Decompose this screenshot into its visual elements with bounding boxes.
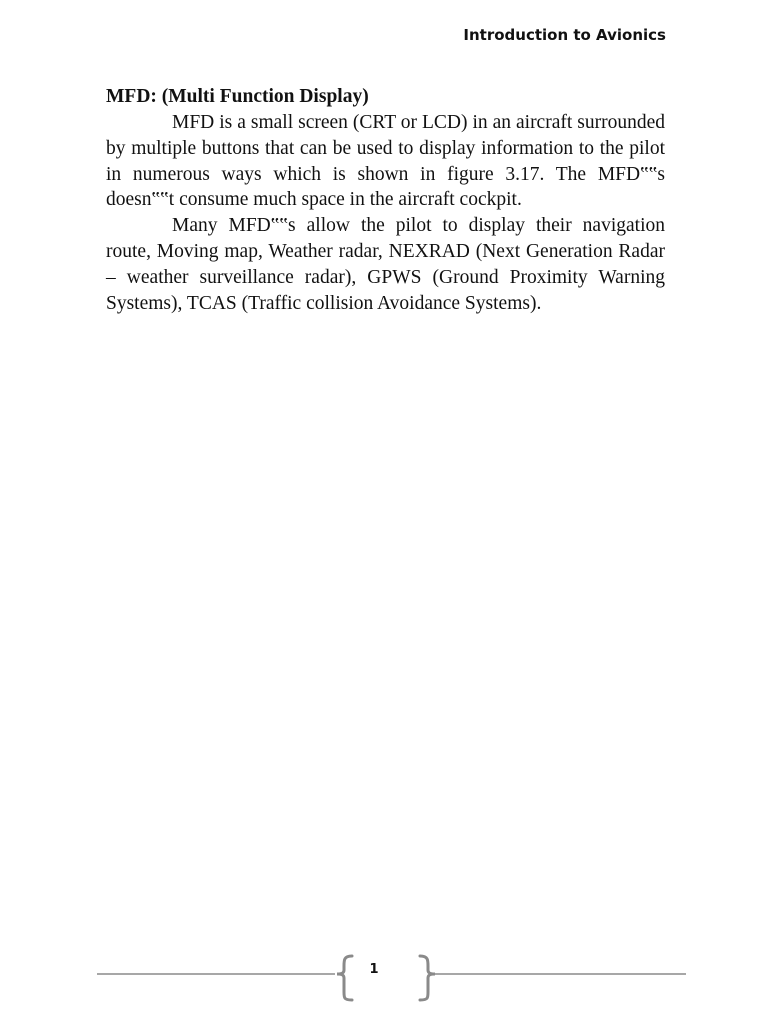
document-body	[106, 84, 665, 316]
body-paragraph: Many MFD‟‟s allow the pilot to display their navigation route, Moving map, Weather radar, NEXRAD (Next Generation Radar – weather surveillance radar), GPWS (Ground Proximity Warning Systems), TCAS (Traffic collision Avoidance Systems).	[106, 215, 665, 314]
running-header: Introduction to Avionics	[463, 26, 666, 44]
footer-rule-ornament	[0, 950, 768, 1006]
page-number: 1	[369, 962, 379, 977]
page-footer	[0, 950, 768, 1006]
section-title: MFD: (Multi Function Display)	[106, 86, 369, 107]
body-paragraph: MFD is a small screen (CRT or LCD) in an aircraft surrounded by multiple buttons that can be used to display information to the pilot in numerous ways which is shown in figure 3.17. The MFD‟‟s doesn‟‟t consume much space in the aircraft cockpit.	[106, 112, 665, 211]
